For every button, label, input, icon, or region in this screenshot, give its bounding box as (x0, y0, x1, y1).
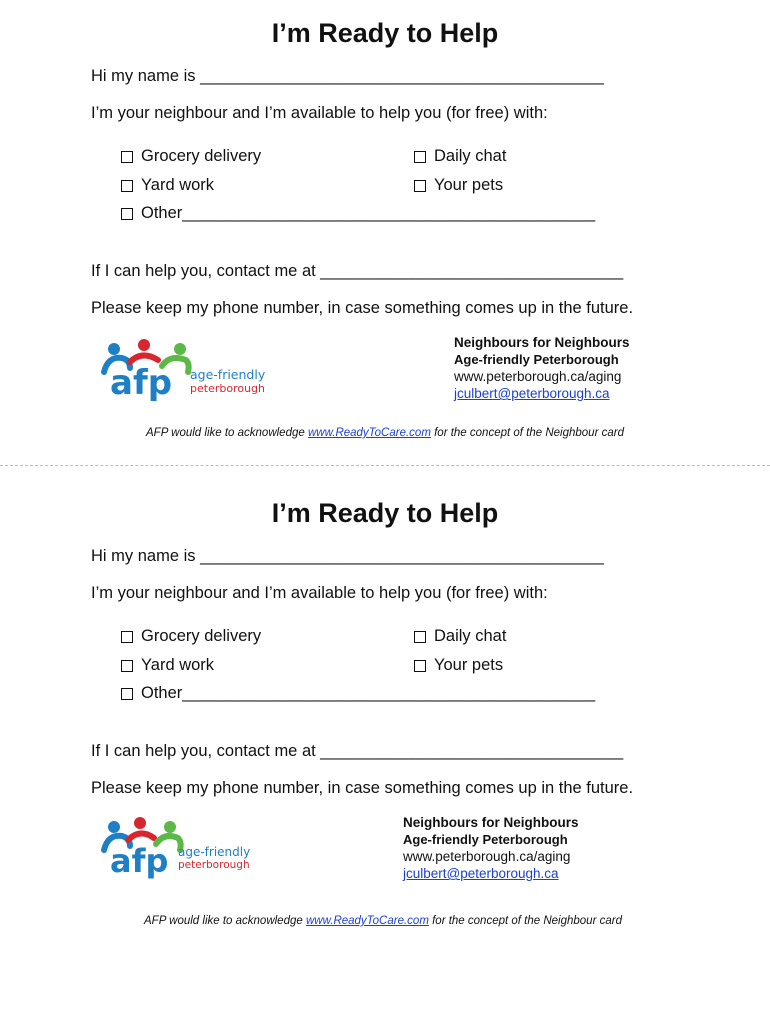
option-your-pets[interactable] (414, 176, 503, 195)
org-url: www.peterborough.ca/aging (403, 849, 571, 864)
keep-number-text: Please keep my phone number, in case something comes up in the future. (91, 779, 634, 797)
checkbox-icon[interactable] (414, 180, 426, 192)
option-other[interactable] (121, 204, 595, 223)
intro-text: I’m your neighbour and I’m available to help you (for free) with: (91, 104, 548, 122)
org-info (454, 334, 630, 402)
option-grocery-delivery[interactable] (121, 147, 261, 166)
readytocare-link[interactable]: www.ReadyToCare.com (305, 915, 429, 927)
org-email-link[interactable]: jculbert@peterborough.ca (403, 866, 559, 881)
option-daily-chat[interactable] (414, 147, 506, 166)
ack-before: AFP would like to acknowledge (144, 915, 306, 927)
org-name: Neighbours for Neighbours (403, 815, 579, 830)
afp-logo (100, 338, 275, 402)
checkbox-icon[interactable] (121, 688, 133, 700)
checkbox-icon[interactable] (121, 208, 133, 220)
cut-line-divider (0, 465, 770, 466)
acknowledgement (0, 915, 768, 927)
checkbox-icon[interactable] (414, 151, 426, 163)
checkbox-icon[interactable] (414, 660, 426, 672)
afp-logo (100, 816, 275, 880)
checkbox-icon[interactable] (121, 180, 133, 192)
checkbox-icon[interactable] (121, 660, 133, 672)
option-your-pets[interactable] (414, 656, 503, 675)
checkbox-icon[interactable] (121, 151, 133, 163)
option-label: Yard work (141, 656, 215, 674)
org-url: www.peterborough.ca/aging (454, 369, 622, 384)
contact-line: If I can help you, contact me at _________________________________ (91, 262, 624, 280)
org-subtitle: Age-friendly Peterborough (403, 832, 568, 847)
option-yard-work[interactable] (121, 176, 214, 195)
checkbox-icon[interactable] (121, 631, 133, 643)
keep-number-text: Please keep my phone number, in case something comes up in the future. (91, 299, 634, 317)
option-other[interactable] (121, 684, 595, 703)
org-subtitle: Age-friendly Peterborough (454, 352, 619, 367)
option-label: Daily chat (434, 627, 507, 645)
option-label: Your pets (434, 176, 504, 194)
option-daily-chat[interactable] (414, 627, 506, 646)
acknowledgement (0, 427, 770, 439)
logo-letters: afp (110, 842, 169, 880)
logo-line2: peterborough (178, 859, 250, 871)
ack-after: for the concept of the Neighbour card (430, 427, 624, 439)
option-label: Daily chat (434, 147, 507, 165)
logo-letters: afp (110, 363, 173, 402)
org-info (403, 814, 579, 882)
option-label: Grocery delivery (141, 147, 262, 165)
option-label: Grocery delivery (141, 627, 262, 645)
logo-line1: age-friendly (178, 845, 251, 859)
option-label: Other_____________________________________________ (141, 684, 596, 702)
logo-line1: age-friendly (190, 367, 266, 382)
ack-before: AFP would like to acknowledge (146, 427, 308, 439)
checkbox-icon[interactable] (414, 631, 426, 643)
option-label: Your pets (434, 656, 504, 674)
option-yard-work[interactable] (121, 656, 214, 675)
logo-line2: peterborough (190, 382, 266, 395)
contact-line: If I can help you, contact me at _________________________________ (91, 742, 624, 760)
name-line: Hi my name is ____________________________________________ (91, 547, 604, 565)
intro-text: I’m your neighbour and I’m available to help you (for free) with: (91, 584, 548, 602)
option-label: Yard work (141, 176, 215, 194)
ack-after: for the concept of the Neighbour card (428, 915, 622, 927)
name-line: Hi my name is ____________________________________________ (91, 67, 604, 85)
card-title: I’m Ready to Help (271, 498, 499, 528)
option-label: Other_____________________________________________ (141, 204, 596, 222)
org-name: Neighbours for Neighbours (454, 335, 630, 350)
readytocare-link[interactable]: www.ReadyToCare.com (307, 427, 431, 439)
card-title: I’m Ready to Help (271, 18, 499, 48)
option-grocery-delivery[interactable] (121, 627, 261, 646)
org-email-link[interactable]: jculbert@peterborough.ca (454, 386, 610, 401)
